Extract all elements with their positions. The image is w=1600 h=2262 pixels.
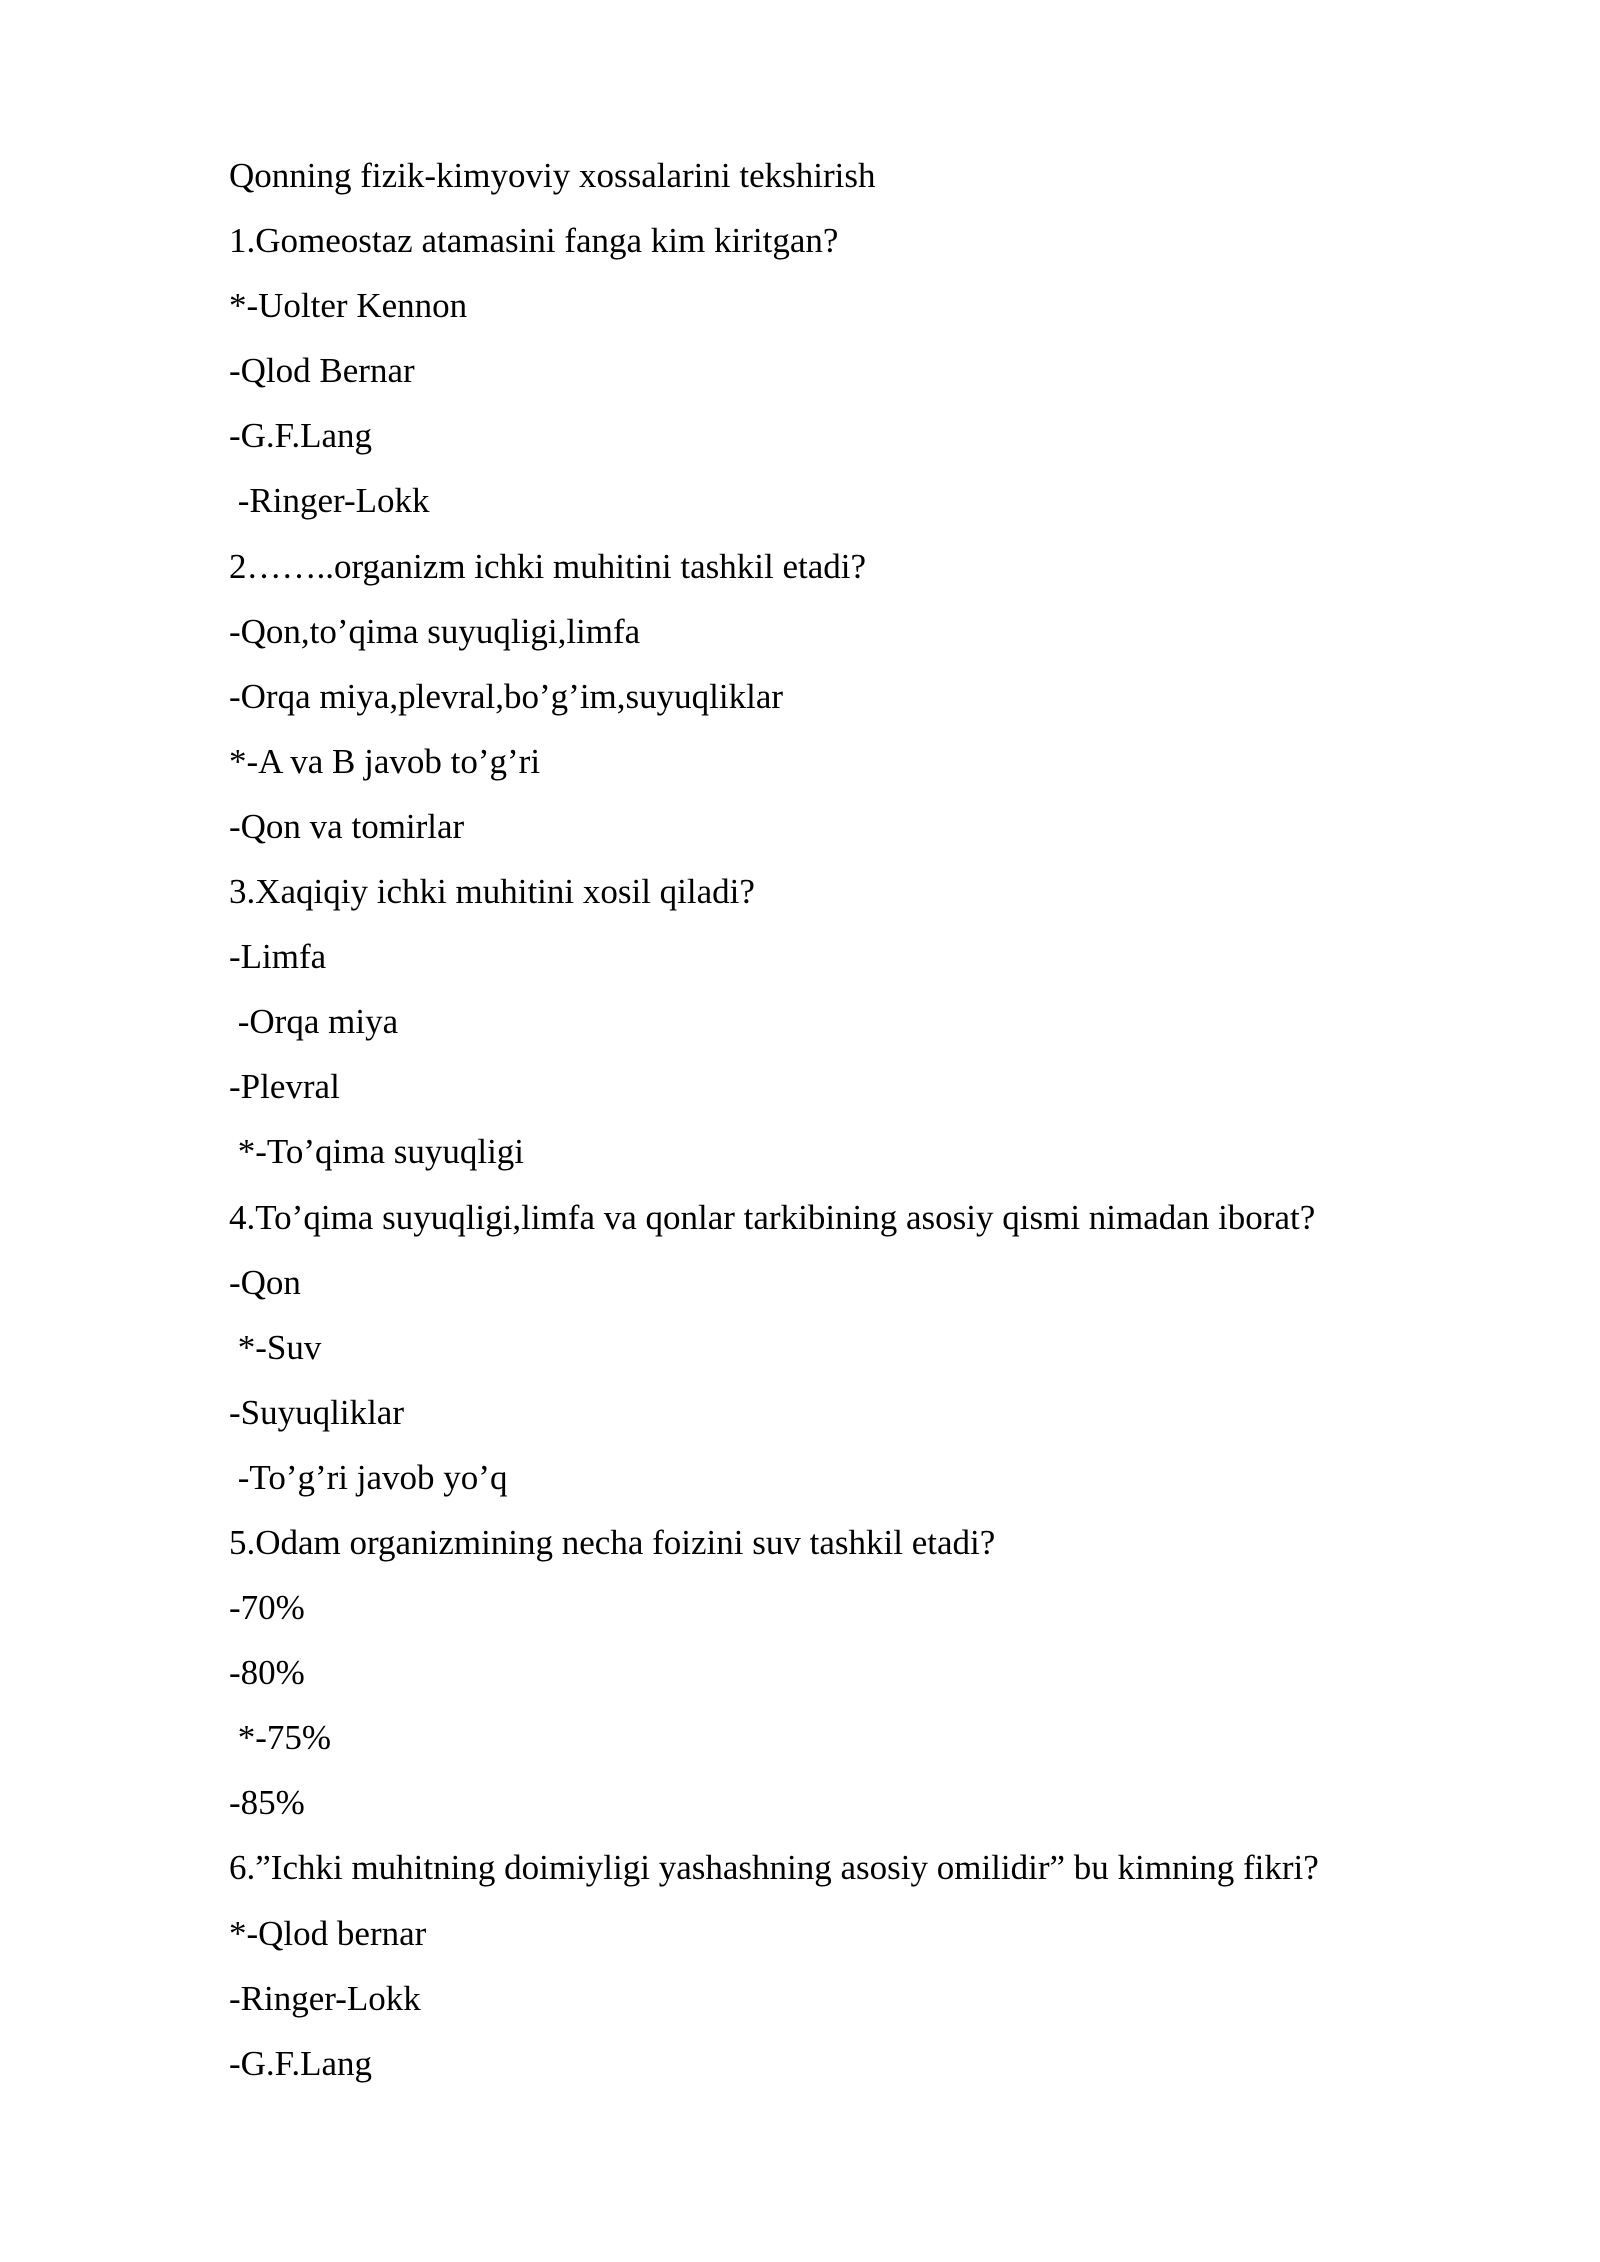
answer-option: -Qon [229,1262,301,1302]
answer-option: *-A va B javob to’g’ri [229,741,541,781]
answer-option: -Orqa miya,plevral,bo’g’im,suyuqliklar [229,676,784,716]
document-title: Qonning fizik-kimyoviy xossalarini tekshirish [229,156,876,195]
question-2: 2……..organizm ichki muhitini tashkil etadi? [229,546,867,586]
answer-option: -Suyuqliklar [229,1392,404,1432]
answer-option: -Orqa miya [229,1002,399,1042]
answer-option: -G.F.Lang [229,2043,373,2083]
answer-option: -Qon va tomirlar [229,806,465,846]
answer-option: *-Suv [229,1327,322,1367]
answer-option: -G.F.Lang [229,416,373,456]
answer-option: -Ringer-Lokk [229,1978,421,2018]
answer-option: -Limfa [229,937,327,977]
question-4: 4.To’qima suyuqligi,limfa va qonlar tarkibining asosiy qismi nimadan iborat? [229,1197,1316,1237]
answer-option: -To’g’ri javob yo’q [229,1457,508,1497]
answer-option: -Qon,to’qima suyuqligi,limfa [229,611,641,651]
question-1: 1.Gomeostaz atamasini fanga kim kiritgan? [229,221,839,261]
answer-option: -70% [229,1588,305,1628]
document-body [229,150,1459,2103]
answer-option: -Plevral [229,1067,340,1107]
answer-option: -Qlod Bernar [229,351,415,391]
question-5: 5.Odam organizmining necha foizini suv tashkil etadi? [229,1522,996,1562]
question-3: 3.Xaqiqiy ichki muhitini xosil qiladi? [229,872,755,912]
answer-option: *-To’qima suyuqligi [229,1132,525,1172]
question-6: 6.”Ichki muhitning doimiyligi yashashning asosiy omilidir” bu kimning fikri? [229,1848,1319,1888]
answer-option: -80% [229,1653,305,1693]
answer-option: *-Qlod bernar [229,1913,427,1953]
answer-option: *-75% [229,1718,332,1758]
answer-option: -85% [229,1783,305,1823]
answer-option: *-Uolter Kennon [229,286,468,326]
answer-option: -Ringer-Lokk [229,481,430,521]
